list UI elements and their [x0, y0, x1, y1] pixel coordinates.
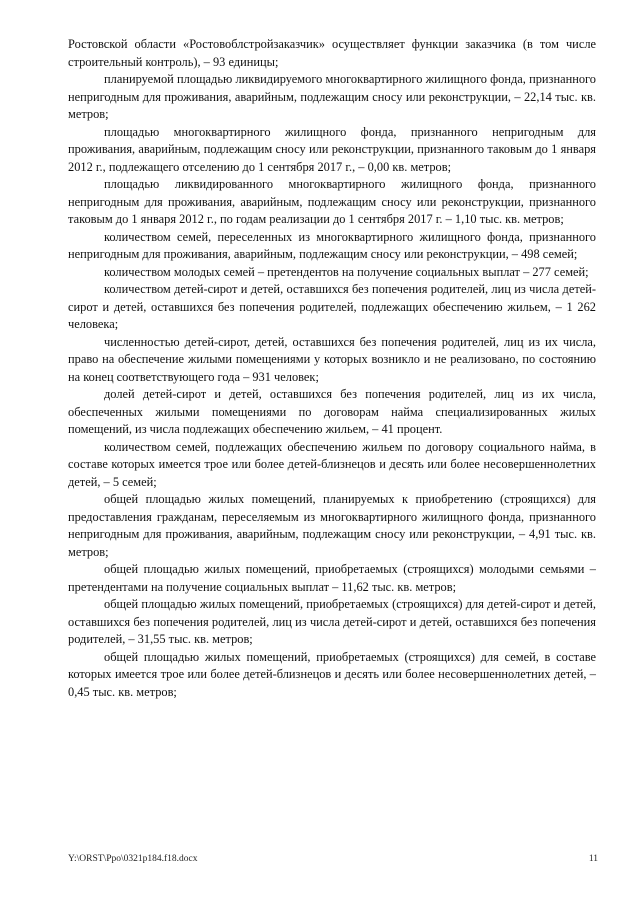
paragraph-7: количеством детей-сирот и детей, оставшихся без попечения родителей, лиц из числа детей-сирот и детей, оставшихся без попечения родителей, подлежащих обеспечению жильем, – 1 262 человека;: [68, 282, 596, 331]
paragraph-10: количеством семей, подлежащих обеспечению жильем по договору социального найма, в составе которых имеется трое или более детей-близнецов и десять или более несовершеннолетних детей, – 5 семей;: [68, 439, 596, 489]
paragraph-4: площадью ликвидированного многоквартирного жилищного фонда, признанного непригодным для проживания, аварийным, подлежащим сносу или реконструкции, признанного таковым до 1 января 2012 г., по годам реализации до 1 сентября 2017 г. – 1,10 тыс. кв. метров;: [68, 177, 596, 226]
paragraph-3: площадью многоквартирного жилищного фонда, признанного непригодным для проживания, аварийным, подлежащим сносу или реконструкции, признанного таковым до 1 января 2012 г., подлежащего отселению до 1 сентября 2017 г., – 0,00 кв. метров;: [68, 124, 596, 174]
paragraph-9: долей детей-сирот и детей, оставшихся без попечения родителей, лиц из их числа, обеспеченных жилыми помещениями по договорам найма специализированных жилых помещений, из числа подлежащих обеспечению жильем, – 41 процент.: [68, 387, 596, 436]
footer-file-path: Y:\ORST\Ppo\0321p184.f18.docx: [68, 854, 198, 864]
paragraph-2: планируемой площадью ликвидируемого многоквартирного жилищного фонда, признанного непригодным для проживания, аварийным, подлежащим сносу или реконструкции, – 22,14 тыс. кв. метров;: [68, 72, 596, 121]
document-body: [68, 36, 596, 701]
paragraph-14: общей площадью жилых помещений, приобретаемых (строящихся) для семей, в составе которых имеется трое или более детей-близнецов и десять или более несовершеннолетних детей, – 0,45 тыс. кв. метров;: [68, 649, 596, 699]
paragraph-6: количеством молодых семей – претендентов на получение социальных выплат – 277 семей;: [104, 264, 589, 279]
paragraph-11: общей площадью жилых помещений, планируемых к приобретению (строящихся) для предоставления гражданам, переселяемым из многоквартирного жилищного фонда, признанного непригодным для проживания, аварийным, подлежащим сносу или реконструкции, – 4,91 тыс. кв. метров;: [68, 492, 596, 559]
paragraph-12: общей площадью жилых помещений, приобретаемых (строящихся) молодыми семьями – претендентами на получение социальных выплат – 11,62 тыс. кв. метров;: [68, 562, 596, 594]
paragraph-1: Ростовской области «Ростовоблстройзаказчик» осуществляет функции заказчика (в том числе строительный контроль), – 93 единицы;: [68, 37, 596, 69]
paragraph-8: численностью детей-сирот, детей, оставшихся без попечения родителей, лиц из их числа, право на обеспечение жилыми помещениями у которых возникло и не реализовано, по состоянию на конец соответствующего года – 931 человек;: [68, 334, 596, 384]
paragraph-5: количеством семей, переселенных из многоквартирного жилищного фонда, признанного непригодным для проживания, аварийным, подлежащим сносу или реконструкции, – 498 семей;: [68, 229, 596, 261]
paragraph-13: общей площадью жилых помещений, приобретаемых (строящихся) для детей-сирот и детей, оставшихся без попечения родителей, лиц из числа детей-сирот и детей, оставшихся без попечения родителей, – 31,55 тыс. кв. метров;: [68, 597, 596, 646]
page-number: 11: [588, 854, 598, 864]
